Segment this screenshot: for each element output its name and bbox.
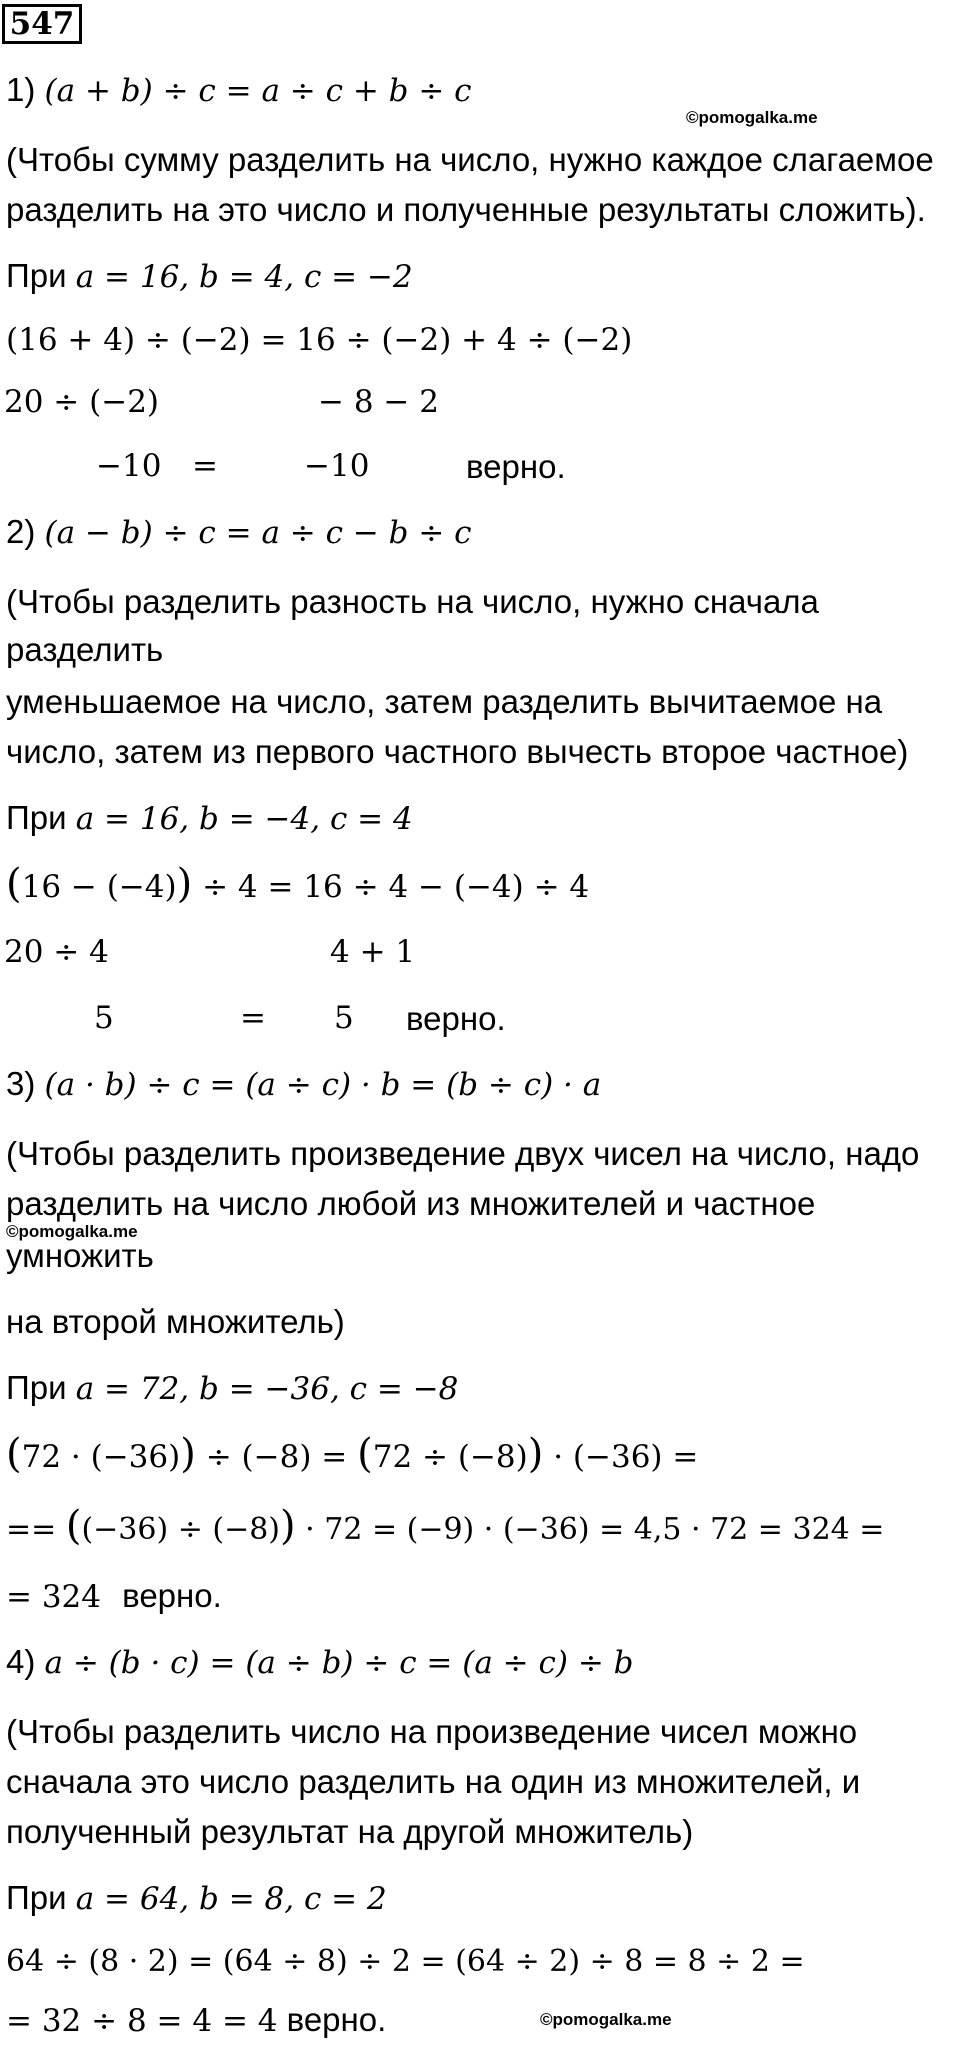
- s1-result-left: −10: [96, 448, 162, 484]
- s4-given-prefix: При: [6, 1879, 67, 1916]
- s2-explanation-2: разделить: [6, 631, 164, 668]
- s3-eq1-inner-2: 72 ÷ (−8): [372, 1439, 528, 1475]
- s2-explanation-3: уменьшаемое на число, затем разделить вычитаемое на: [6, 683, 883, 720]
- s1-rule: (a + b) ÷ c = a ÷ c + b ÷ c: [44, 73, 472, 109]
- s2-rule: (a − b) ÷ c = a ÷ c − b ÷ c: [44, 515, 472, 551]
- s3-explanation-2: разделить на число любой из множителей и частное: [6, 1185, 816, 1222]
- s2-explanation-4: число, затем из первого частного вычесть второе частное): [6, 733, 909, 770]
- s2-eq-inner: 16 − (−4): [21, 869, 177, 905]
- s3-explanation-3: умножить: [6, 1237, 154, 1274]
- s2-eq-rest: ÷ 4 = 16 ÷ 4 − (−4) ÷ 4: [202, 869, 590, 905]
- s1-result-right: −10: [304, 448, 370, 484]
- s4-label: 4): [6, 1643, 36, 1680]
- s3-eq1-inner-1: 72 · (−36): [21, 1439, 181, 1475]
- s3-explanation-4: на второй множитель): [6, 1303, 345, 1340]
- s3-rule-line: [6, 1064, 601, 1105]
- s3-verdict: верно.: [122, 1577, 222, 1614]
- s2-eq-open-paren: (: [6, 861, 22, 907]
- s4-explanation-1: (Чтобы разделить число на произведение чисел можно: [6, 1713, 858, 1750]
- s3-eq2-inner: (−36) ÷ (−8): [81, 1512, 280, 1547]
- s3-eq1-close-paren-1: ): [180, 1431, 196, 1477]
- s3-equation-1: [6, 1431, 699, 1477]
- s2-explanation-1: (Чтобы разделить разность на число, нужно сначала: [6, 583, 819, 620]
- s1-given: a = 16, b = 4, c = −2: [75, 259, 413, 295]
- s2-label: 2): [6, 513, 36, 550]
- s3-eq2-open-paren: (: [65, 1503, 82, 1549]
- s2-given-prefix: При: [6, 799, 67, 836]
- s1-explanation-1: (Чтобы сумму разделить на число, нужно каждое слагаемое: [6, 141, 934, 178]
- s4-equation-2: [6, 2000, 386, 2041]
- s1-equation: (16 + 4) ÷ (−2) = 16 ÷ (−2) + 4 ÷ (−2): [6, 322, 633, 358]
- s1-given-prefix: При: [6, 257, 67, 294]
- watermark-bottom: ©pomogalka.me: [540, 2010, 672, 2029]
- s3-eq2-end: · 72 = (−9) · (−36) = 4,5 · 72 = 324 =: [305, 1512, 885, 1547]
- s3-eq2-close-paren: ): [280, 1503, 296, 1549]
- s3-eq1-open-paren-2: (: [357, 1431, 373, 1477]
- s3-given-line: [6, 1368, 458, 1409]
- s2-right-calc: 4 + 1: [330, 934, 416, 970]
- s4-given-line: [6, 1878, 387, 1919]
- s1-left-calc: 20 ÷ (−2): [4, 384, 160, 420]
- s2-rule-line: [6, 512, 472, 553]
- s2-result-right: 5: [334, 1000, 354, 1036]
- s3-explanation-1: (Чтобы разделить произведение двух чисел на число, надо: [6, 1135, 920, 1172]
- s3-given: a = 72, b = −36, c = −8: [75, 1371, 459, 1407]
- s4-given: a = 64, b = 8, c = 2: [75, 1881, 387, 1917]
- s3-equation-2: [6, 1503, 885, 1550]
- s3-eq1-open-paren-1: (: [6, 1431, 22, 1477]
- s4-rule: a ÷ (b · c) = (a ÷ b) ÷ c = (a ÷ c) ÷ b: [44, 1645, 634, 1681]
- s1-explanation-2: разделить на это число и полученные результаты сложить).: [6, 191, 926, 228]
- s4-explanation-3: полученный результат на другой множитель): [6, 1813, 694, 1850]
- s3-eq1-close-paren-2: ): [527, 1431, 544, 1477]
- s3-eq1-end: · (−36) =: [553, 1439, 699, 1475]
- s2-given-line: [6, 798, 413, 839]
- s2-result-eq: =: [240, 1000, 266, 1036]
- s2-result-left: 5: [94, 1000, 114, 1036]
- s1-result-eq: =: [192, 448, 218, 484]
- s2-given: a = 16, b = −4, c = 4: [75, 801, 413, 837]
- s3-equation-3: [6, 1576, 222, 1617]
- s1-given-line: [6, 256, 413, 297]
- s3-rule: (a · b) ÷ c = (a ÷ c) · b = (b ÷ c) · a: [44, 1067, 602, 1103]
- s3-eq3: = 324: [6, 1579, 101, 1615]
- s4-rule-line: [6, 1642, 634, 1683]
- s4-equation-1: 64 ÷ (8 · 2) = (64 ÷ 8) ÷ 2 = (64 ÷ 2) ÷ 8 = 8 ÷ 2 =: [6, 1944, 805, 1979]
- s4-eq2: = 32 ÷ 8 = 4 = 4: [6, 2003, 278, 2039]
- watermark-middle: ©pomogalka.me: [6, 1222, 138, 1241]
- s1-right-calc: − 8 − 2: [318, 384, 439, 420]
- s2-left-calc: 20 ÷ 4: [4, 934, 109, 970]
- watermark-top: ©pomogalka.me: [686, 108, 818, 127]
- s1-verdict: верно.: [466, 448, 566, 485]
- s3-given-prefix: При: [6, 1369, 67, 1406]
- s3-label: 3): [6, 1065, 36, 1102]
- s4-verdict: верно.: [286, 2001, 387, 2038]
- s3-eq1-mid: ÷ (−8) =: [205, 1439, 348, 1475]
- s2-eq-close-paren: ): [176, 861, 193, 907]
- s2-equation: [6, 861, 590, 907]
- s4-explanation-2: сначала это число разделить на один из множителей, и: [6, 1763, 861, 1800]
- s3-eq2-start: ==: [6, 1512, 57, 1547]
- s1-rule-line: [6, 70, 472, 111]
- problem-number: 547: [2, 4, 82, 44]
- s1-label: 1): [6, 71, 36, 108]
- s2-verdict: верно.: [406, 1000, 506, 1037]
